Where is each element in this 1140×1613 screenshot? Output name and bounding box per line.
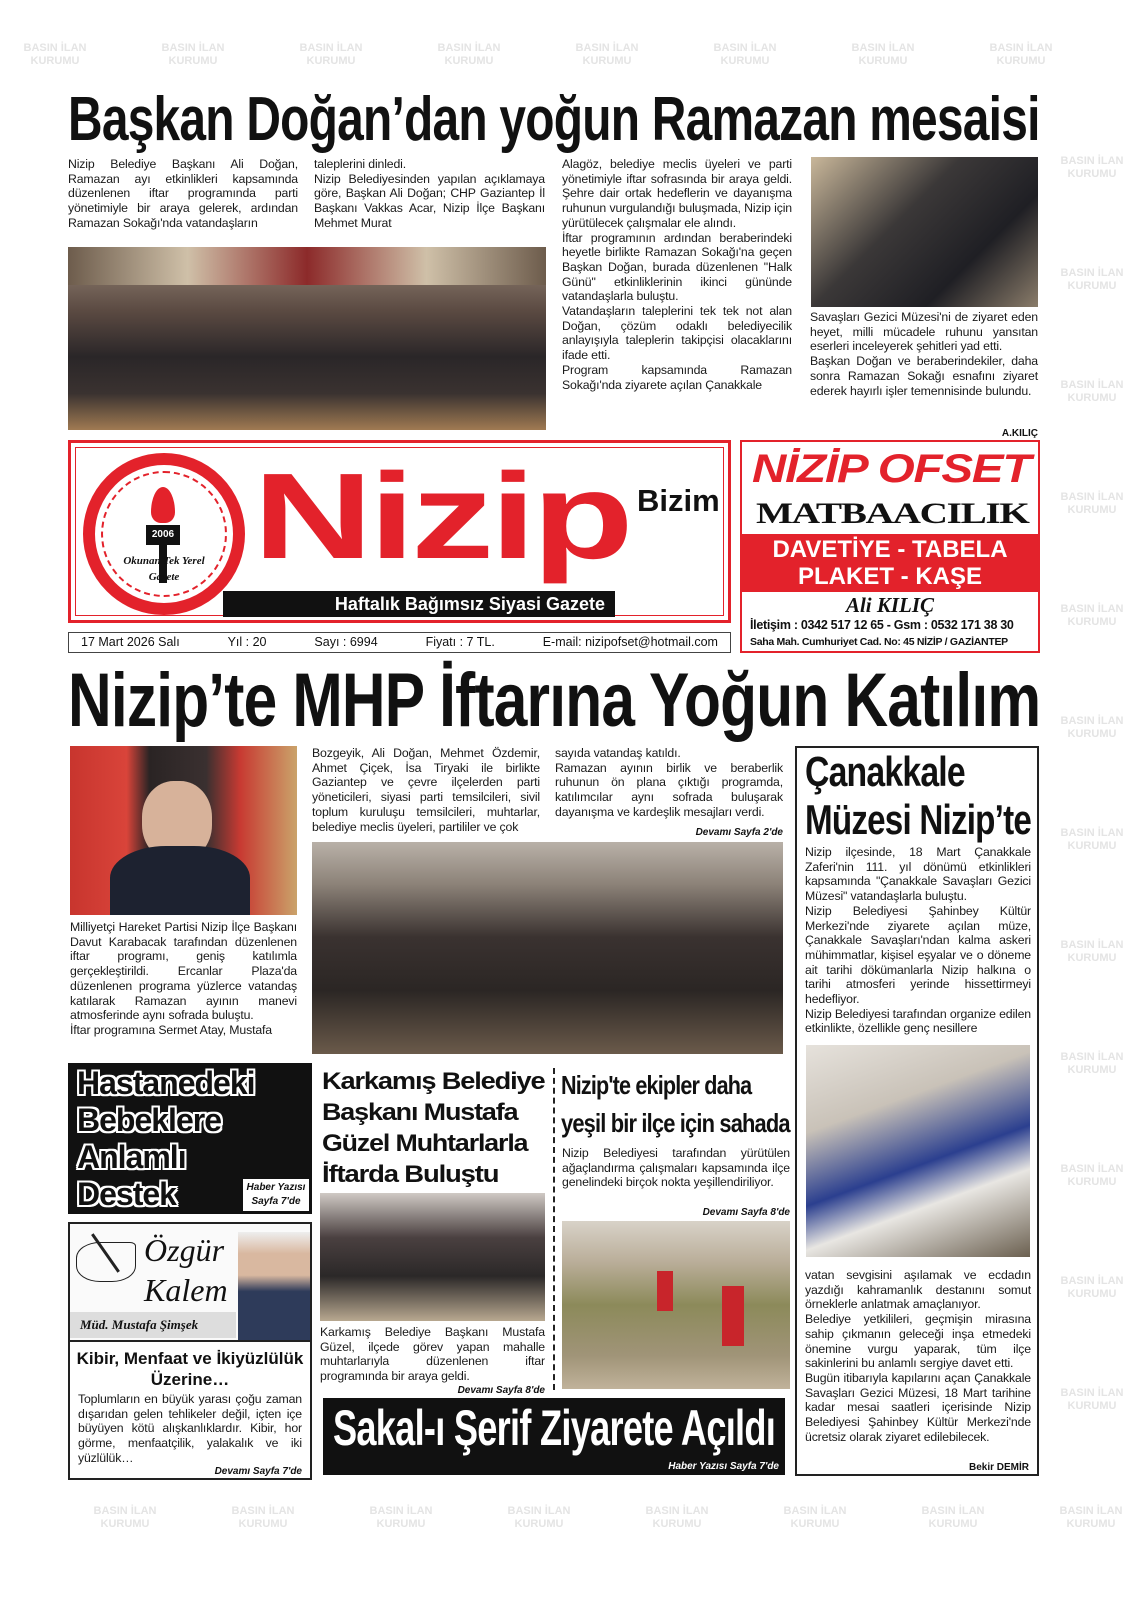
- canakkale-title2: [805, 796, 1031, 844]
- photo-iftar-hall: [312, 842, 783, 1054]
- masthead-title: [253, 445, 629, 587]
- issue-date: 17 Mart 2026 Salı: [81, 635, 180, 649]
- headline-article1: [68, 84, 1040, 155]
- column-ozgur-kalem: [68, 1222, 312, 1480]
- paragraph: Vatandaşların taleplerini tek tek not alan Doğan, çözüm odaklı belediyecilik anlayışıyla taleplerin takipçisi olacaklarını ifade etti.: [562, 304, 792, 363]
- hand-pen-icon: [76, 1242, 136, 1282]
- headline-line: Nizip'te ekipler daha: [561, 1070, 752, 1100]
- watermark: BASIN İLAN KURUMU: [1060, 1051, 1124, 1076]
- hastane-promo[interactable]: [68, 1063, 312, 1214]
- watermark: BASIN İLAN KURUMU: [231, 1505, 295, 1530]
- paragraph: sayıda vatandaş katıldı.: [555, 746, 681, 760]
- watermark: BASIN İLAN KURUMU: [713, 42, 777, 67]
- ad-owner: Ali KILIÇ: [845, 593, 935, 617]
- column-logo-line2: Kalem: [144, 1272, 228, 1308]
- watermark: BASIN İLAN KURUMU: [1060, 603, 1124, 628]
- watermark: BASIN İLAN KURUMU: [1060, 827, 1124, 852]
- ekipler-body: Nizip Belediyesi tarafından yürütülen ağaçlandırma çalışmaları kapsamında ilçe genelindeki birçok nokta yeşillendiriliyor.: [562, 1146, 790, 1190]
- promo-line: Destek: [77, 1176, 176, 1212]
- column-header: [70, 1224, 310, 1342]
- paragraph: Nizip Belediyesi Şahinbey Kültür Merkezi'nde ziyarete açılan müze, Çanakkale Savaşları'ndan kalma askeri mühimmatlar, kişisel eşyalar ve o döneme ait tarihi dökümanlarla Nizip halkına o tarihi atmosferi yerinde hissettirmeyi hedefliyor.: [805, 903, 1031, 1007]
- paragraph: Bugün itibarıyla kapılarını açan Çanakkale Savaşları Gezici Müzesi, 18 Mart tarihine kadar mesai saatleri içerisinde Nizip Belediyesi Şahinbey Kültür Merkezi'nde ücretsiz olarak ziyaret edilebilecek.: [805, 1370, 1031, 1444]
- watermark: BASIN İLAN KURUMU: [1060, 1275, 1124, 1300]
- article1-col2: [314, 157, 545, 231]
- continued-link[interactable]: Devamı Sayfa 2'de: [695, 827, 783, 838]
- masthead: [68, 440, 731, 623]
- headline-text: Başkan Doğan’dan yoğun Ramazan mesaisi: [68, 85, 1040, 154]
- paragraph: Belediye yetkilileri, geçmişin mirasına sahip çıkmanın geleceği inşa etmedeki önemine vurgu yaparak, tüm ilçe sakinlerini bu anlamlı sergiye davet etti.: [805, 1312, 1031, 1371]
- watermark: BASIN İLAN KURUMU: [1060, 939, 1124, 964]
- ad-brand: [752, 446, 1030, 493]
- canakkale-title1: [805, 748, 965, 796]
- paragraph: Nizip ilçesinde, 18 Mart Çanakkale Zaferi'nin 111. yıl dönümü etkinlikleri kapsamında "Çanakkale Savaşları Gezici Müzesi" vatandaşlarla buluştu.: [805, 845, 1031, 904]
- masthead-name: Nizip: [253, 448, 630, 584]
- article2-col3: [555, 746, 783, 820]
- issue-price: Fiyatı : 7 TL.: [425, 635, 495, 649]
- headline-line: Güzel Muhtarlarla: [322, 1130, 528, 1157]
- ad-nizip-ofset: [740, 440, 1040, 653]
- watermark: BASIN İLAN KURUMU: [989, 42, 1053, 67]
- photo-museum-visit: [811, 157, 1038, 307]
- watermark: BASIN İLAN KURUMU: [1060, 155, 1124, 180]
- karkamis-body: Karkamış Belediye Başkanı Mustafa Güzel, ilçede görev yapan mahalle muhtarlarıyla düzenlenen iftar programında bir araya geldi.: [320, 1325, 545, 1384]
- ad-address: Saha Mah. Cumhuriyet Cad. No: 45 NİZİP / GAZİANTEP: [750, 636, 1008, 648]
- watermark: BASIN İLAN KURUMU: [575, 42, 639, 67]
- paragraph: Nizip Belediyesinden yapılan açıklamaya göre, Başkan Ali Doğan; CHP Gaziantep İl Başkanı Vakkas Acar, Nizip İlçe Başkanı Mehmet Murat: [314, 171, 545, 230]
- byline: Bekir DEMİR: [968, 1462, 1029, 1473]
- article1-col4: [810, 310, 1038, 398]
- sakal-promo[interactable]: [323, 1398, 785, 1475]
- paragraph: Ramazan ayının birlik ve beraberlik ruhunun ön plana çıktığı programda, katılımcılar aynı sofrada buluşarak dayanışma ve kardeşlik mesajları verdi.: [555, 760, 783, 819]
- paragraph: vatan sevgisini aşılamak ve ecdadın yazdığı kahramanlık destanını somut örneklerle anlatmak amaçlanıyor.: [805, 1268, 1031, 1312]
- paragraph: Nizip Belediyesi tarafından organize edilen etkinlikte, özellikle genç nesillere: [805, 1006, 1031, 1036]
- logo-text: Okunan Tek Yerel Gazete: [123, 555, 205, 583]
- ad-brand-text: NİZİP OFSET: [752, 447, 1031, 491]
- title-text: Çanakkale: [805, 748, 965, 795]
- photo-karkamis-iftar: [320, 1193, 545, 1321]
- watermark: BASIN İLAN KURUMU: [1060, 491, 1124, 516]
- column-author: Müd. Mustafa Şimşek: [70, 1312, 236, 1338]
- ekipler-headline: [561, 1066, 791, 1142]
- issue-info-bar: [68, 632, 731, 653]
- continued-link[interactable]: Devamı Sayfa 7'de: [214, 1466, 302, 1477]
- photo-museum-display: [806, 1045, 1030, 1257]
- column-body: Toplumların en büyük yarası çoğu zaman dışarıdan gelen tehlikeler değil, içten içe büyüyen kötü alışkanlıklardır. Kibir, hor görme, menfaatçilik, yalakalık ve iki yüzlülük…: [78, 1392, 302, 1465]
- ad-contact: İletişim : 0342 517 12 65 - Gsm : 0532 171 38 30: [750, 618, 1014, 632]
- ad-subtitle: [756, 496, 1028, 531]
- masthead-prefix: Bizim: [637, 483, 720, 518]
- logo-seal: [83, 453, 245, 615]
- promo-headline: Sakal-ı Şerif Ziyarete Açıldı: [333, 1400, 776, 1456]
- paragraph: Program kapsamında Ramazan Sokağı'nda ziyarete açılan Çanakkale: [562, 362, 792, 392]
- column-divider: [553, 1068, 555, 1390]
- watermark: BASIN İLAN KURUMU: [23, 42, 87, 67]
- paragraph: Başkan Doğan ve beraberindekiler, daha sonra Ramazan Sokağı esnafını ziyaret ederek hayırlı işler temennisinde bulundu.: [810, 354, 1038, 398]
- promo-line: Anlamlı: [77, 1139, 186, 1175]
- ref-line: Sayfa 7'de: [251, 1196, 301, 1207]
- watermark: BASIN İLAN KURUMU: [1060, 1387, 1124, 1412]
- ad-line1: DAVETİYE - TABELA: [772, 536, 1008, 563]
- continued-link[interactable]: Devamı Sayfa 8'de: [457, 1385, 545, 1396]
- column-title: Kibir, Menfaat ve İkiyüzlülük Üzerine…: [76, 1349, 304, 1389]
- watermark: BASIN İLAN KURUMU: [1060, 379, 1124, 404]
- watermark: BASIN İLAN KURUMU: [783, 1505, 847, 1530]
- karkamis-headline: [322, 1066, 547, 1190]
- watermark: BASIN İLAN KURUMU: [851, 42, 915, 67]
- continued-link[interactable]: Devamı Sayfa 8'de: [702, 1207, 790, 1218]
- promo-line: Bebeklere: [77, 1102, 221, 1138]
- watermark: BASIN İLAN KURUMU: [299, 42, 363, 67]
- logo-year: 2006: [146, 525, 180, 545]
- watermark: BASIN İLAN KURUMU: [93, 1505, 157, 1530]
- ad-services: [742, 534, 1038, 592]
- watermark: BASIN İLAN KURUMU: [507, 1505, 571, 1530]
- ref-line: Haber Yazısı: [246, 1182, 306, 1193]
- article2-col2: Bozgeyik, Ali Doğan, Mehmet Özdemir, Ahmet Çiçek, İsa Tiryaki ile birlikte Gaziantep ve çevre ilçelerden parti yöneticileri, siyasi parti temsilcileri, sivil toplum kuruluşu temsilcileri, muhtarlar, belediye meclis üyeleri, partililer ve çok: [312, 746, 540, 834]
- watermark: BASIN İLAN KURUMU: [437, 42, 501, 67]
- ad-subtitle-text: MATBAACILIK: [756, 497, 1029, 530]
- watermark: BASIN İLAN KURUMU: [369, 1505, 433, 1530]
- paragraph: Savaşları Gezici Müzesi'ni de ziyaret eden heyet, milli mücadele ruhunu yansıtan eserleri inceleyerek şehitleri yad etti.: [810, 310, 1038, 354]
- headline-line: İftarda Buluştu: [322, 1161, 499, 1188]
- watermark: BASIN İLAN KURUMU: [1060, 267, 1124, 292]
- watermark: BASIN İLAN KURUMU: [645, 1505, 709, 1530]
- paragraph: taleplerini dinledi.: [314, 157, 407, 171]
- article1-col3: [562, 157, 792, 392]
- article1-col1: Nizip Belediye Başkanı Ali Doğan, Ramazan ayı etkinlikleri kapsamında düzenlenen iftar programında parti yönetimiyle bir araya gelerek, ardından Ramazan Sokağı'nda vatandaşların: [68, 157, 298, 230]
- issue-year: Yıl : 20: [227, 635, 267, 649]
- photo-speaker: [70, 746, 297, 915]
- watermark: BASIN İLAN KURUMU: [161, 42, 225, 67]
- paragraph: İftar programının ardından beraberindeki heyetle birlikte Ramazan Sokağı'na geçen Başkan Doğan, burada düzenlenen "Halk Günü" etkinliklerinin ikinci gününde vatandaşlarla buluştu.: [562, 230, 792, 304]
- photo-tree-planting: [562, 1221, 790, 1389]
- masthead-tagline: Haftalık Bağımsız Siyasi Gazete: [223, 591, 615, 617]
- headline-article2: [68, 657, 1040, 744]
- canakkale-article: [795, 746, 1039, 1476]
- watermark: BASIN İLAN KURUMU: [1060, 1163, 1124, 1188]
- headline-line: Karkamış Belediye: [322, 1068, 545, 1095]
- issue-email[interactable]: E-mail: nizipofset@hotmail.com: [542, 635, 718, 649]
- headline-line: yeşil bir ilçe için sahada: [561, 1108, 790, 1138]
- byline: A.KILIÇ: [1001, 428, 1038, 439]
- paragraph: İftar programına Sermet Atay, Mustafa: [70, 1022, 272, 1037]
- ad-line2: PLAKET - KAŞE: [797, 563, 982, 590]
- column-logo-line1: Özgür: [144, 1232, 225, 1268]
- page-ref: [243, 1179, 309, 1211]
- article2-col1: [70, 920, 297, 1038]
- paragraph: Alagöz, belediye meclis üyeleri ve parti yönetimiyle iftar sofrasında bir araya geldi. Şehre dair ortak hedeflerin ve dayanışma ruhunun vurgulandığı buluşmada, Nizip için yürütülecek çalışmalar ele alındı.: [562, 157, 792, 230]
- canakkale-body1: [805, 845, 1031, 1036]
- headline-line: Başkanı Mustafa: [322, 1099, 518, 1126]
- canakkale-body2: [805, 1268, 1031, 1444]
- watermark: BASIN İLAN KURUMU: [1059, 1505, 1123, 1530]
- author-photo: [238, 1232, 310, 1340]
- headline-text: Nizip’te MHP İftarına Yoğun Katılım: [68, 658, 1041, 743]
- watermark: BASIN İLAN KURUMU: [921, 1505, 985, 1530]
- paragraph: Milliyetçi Hareket Partisi Nizip İlçe Başkanı Davut Karabacak tarafından düzenlenen iftar programı, geniş katılımla gerçekleştirildi. Ercanlar Plaza'da düzenlenen programa yüzlerce vatandaş katılarak Ramazan ayının manevi atmosferinde aynı sofrada buluştu.: [70, 920, 297, 1023]
- page-ref: Haber Yazısı Sayfa 7'de: [668, 1461, 779, 1472]
- photo-iftar-group: [68, 247, 546, 430]
- title-text: Müzesi Nizip’te: [805, 796, 1032, 843]
- promo-line: Hastanedeki: [77, 1065, 255, 1101]
- issue-number: Sayı : 6994: [314, 635, 378, 649]
- watermark: BASIN İLAN KURUMU: [1060, 715, 1124, 740]
